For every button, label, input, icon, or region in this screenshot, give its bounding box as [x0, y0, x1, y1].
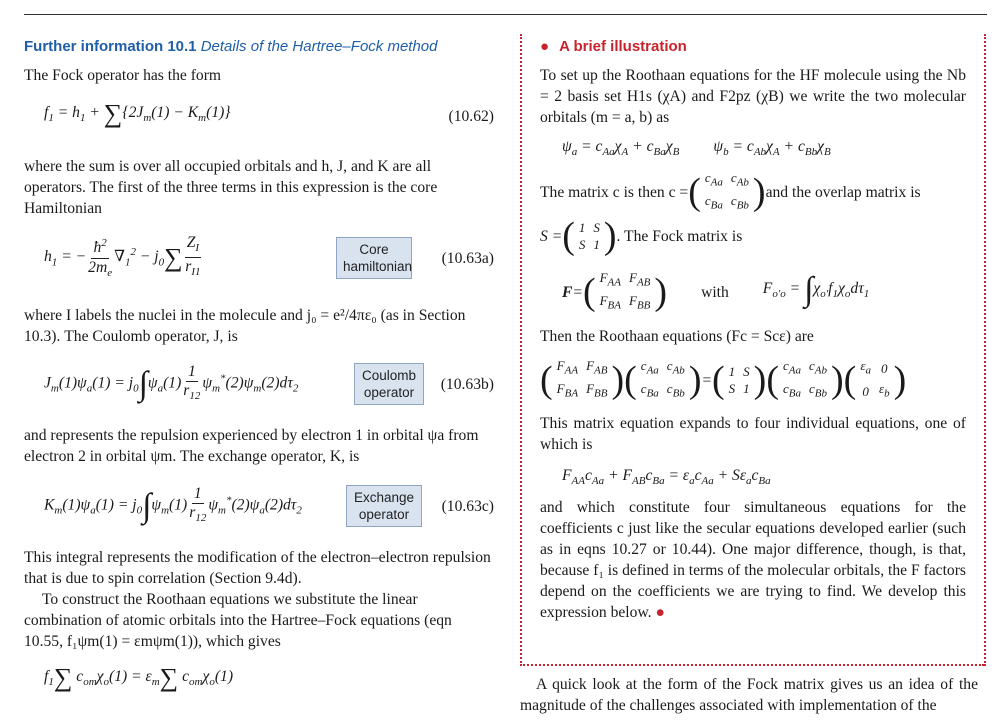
single-equation: $F_{AA}c_{Aa} + F_{AB}c_{Ba} = \varepsilon_ac_{Aa} + S\varepsilon_ac_{Ba}$ — [562, 467, 771, 488]
with-text: with — [701, 283, 729, 301]
paragraph-coulomb: where I labels the nuclei in the molecule and j₀ = e²/4πε₀ (as in Section 10.3). The Coulomb operator, J, is — [24, 307, 466, 345]
equation-number: (10.62) — [448, 107, 494, 125]
paragraph-setup: To set up the Roothaan equations for the HF molecule using the Nb = 2 basis set H1s (χA) and F2pz (χB) we write the two molecular orbitals (m = a, b) as — [540, 67, 966, 126]
matrix-s-line: S = ( 1 S S 1 ) . The Fock matrix is — [540, 215, 743, 257]
brief-illustration-heading: ● A brief illustration — [540, 38, 687, 55]
core-hamiltonian-box: Core hamiltonian — [336, 237, 412, 279]
equation-substitution: $f_1\sum$ $c_{om}\chi_o(1) = \varepsilon_m\sum$ $c_{om}\chi_o(1)$ — [44, 663, 234, 693]
paragraph-expand: This matrix equation expands to four individual equations, one of which is — [540, 415, 966, 453]
equation-number: (10.63b) — [440, 375, 494, 393]
coulomb-operator-box: Coulomb operator — [354, 363, 424, 405]
left-column — [24, 30, 494, 700]
equation-number: (10.63a) — [441, 249, 494, 267]
equation-mo: $\psi_a = c_{Aa}\chi_A + c_{Ba}\chi_B$ $\psi_b = c_{Ab}\chi_A + c_{Bb}\chi_B$ — [562, 138, 831, 159]
box-border-left — [520, 34, 522, 666]
overlap-text: and the overlap matrix is — [765, 183, 921, 201]
box-border-bottom — [520, 664, 984, 666]
fock-matrix-text: . The Fock matrix is — [616, 227, 743, 245]
paragraph-roothaan-eq: Then the Roothaan equations (Fc = Scε) are — [540, 328, 814, 345]
paragraph-fock-intro: The Fock operator has the form — [24, 67, 222, 84]
equation-10-63a: $h_1$ = − $\frac{ħ^2}{2m_e}$ $\nabla_1^2 - j_0\sum$ $\frac{Z_I}{r_{I1}}$ Core hamiltonian (10.63a) — [44, 234, 494, 279]
paragraph-quick-look: A quick look at the form of the Fock matrix gives us an idea of the magnitude of the challenges associated with implementation of the — [520, 676, 978, 714]
box-border-right — [984, 34, 986, 666]
exchange-operator-box: Exchange operator — [346, 485, 422, 527]
matrix-c-text: The matrix c is then c = — [540, 183, 689, 201]
paragraph-simultaneous: and which constitute four simultaneous equations for the coefficients c just like the secular equations developed earlier (such as in eqns 10.27 or 10.44). One major difference, though, is that, because f₁ is defined in terms of the molecular orbitals, the F factors depend on the coefficients we are trying to find. We develop this expression below. ● — [540, 499, 966, 621]
matrix-c-line: The matrix c is then c = ( $c_{Aa}$ $c_{Ab}$ $c_{Ba}$ $c_{Bb}$ ) and the overlap matrix is — [540, 170, 921, 213]
equation-10-62: $f_1 = h_1 + \sum\{2J_m(1) - K_m(1)\}$ (10.62) — [44, 99, 494, 129]
roothaan-matrix-equation: ( $F_{AA}$ $F_{AB}$ $F_{BA}$ $F_{BB}$ ) ( $c_{Aa}$ $c_{Ab}$ $c_{Ba}$ $c_{Bb}$ ) = ( 1 S S 1 ) ( $c_{Aa}$ $c_{Ab}$ $c_{Ba}$ $c_{Bb}$ ) ( $\varepsilon_a$ 0 0 $\varepsilon_b$ ) — [540, 358, 907, 401]
top-rule — [24, 14, 987, 15]
end-bullet-icon: ● — [655, 604, 665, 621]
fock-matrix-equation: F = ( $F_{AA}$ $F_{AB}$ $F_{BA}$ $F_{BB}$ ) with $F_{o'o} = \int\chi_{o'}f_1\chi_od\tau_1$ — [562, 270, 870, 313]
equation-number: (10.63c) — [441, 497, 494, 515]
paragraph-core-hamiltonian: where the sum is over all occupied orbitals and h, J, and K are all operators. The first of the three terms in this expression is the core Hamiltonian — [24, 158, 438, 217]
right-column — [540, 30, 966, 623]
paragraph-exchange: and represents the repulsion experienced by electron 1 in orbital ψa from electron 2 in orbital ψm. The exchange operator, K, is — [24, 427, 479, 465]
paragraph-roothaan-construct: To construct the Roothaan equations we substitute the linear combination of atomic orbitals into the Hartree–Fock equations (eqn 10.55, f₁ψm(1) = εmψm(1)), which gives — [24, 591, 452, 650]
further-info-heading — [24, 36, 494, 57]
heading-label: Further information 10.1 — [24, 38, 197, 55]
paragraph-spin-correlation: This integral represents the modification of the electron–electron repulsion that is due to spin correlation (Section 9.4d). — [24, 549, 491, 587]
equation-10-63b: $J_m(1)\psi_a(1) = j_0\int\psi_a(1)$ $\frac{1}{r_{12}}$ $\psi_m^*(2)\psi_m(2)d\tau_2$ Coulomb operator (10.63b) — [24, 353, 494, 415]
heading-title: Details of the Hartree–Fock method — [200, 38, 438, 55]
equation-10-63c: $K_m(1)\psi_a(1) = j_0\int\psi_m(1)$ $\frac{1}{r_{12}}$ $\psi_m^*(2)\psi_a(2)d\tau_2$ Exchange operator (10.63c) — [24, 475, 494, 537]
